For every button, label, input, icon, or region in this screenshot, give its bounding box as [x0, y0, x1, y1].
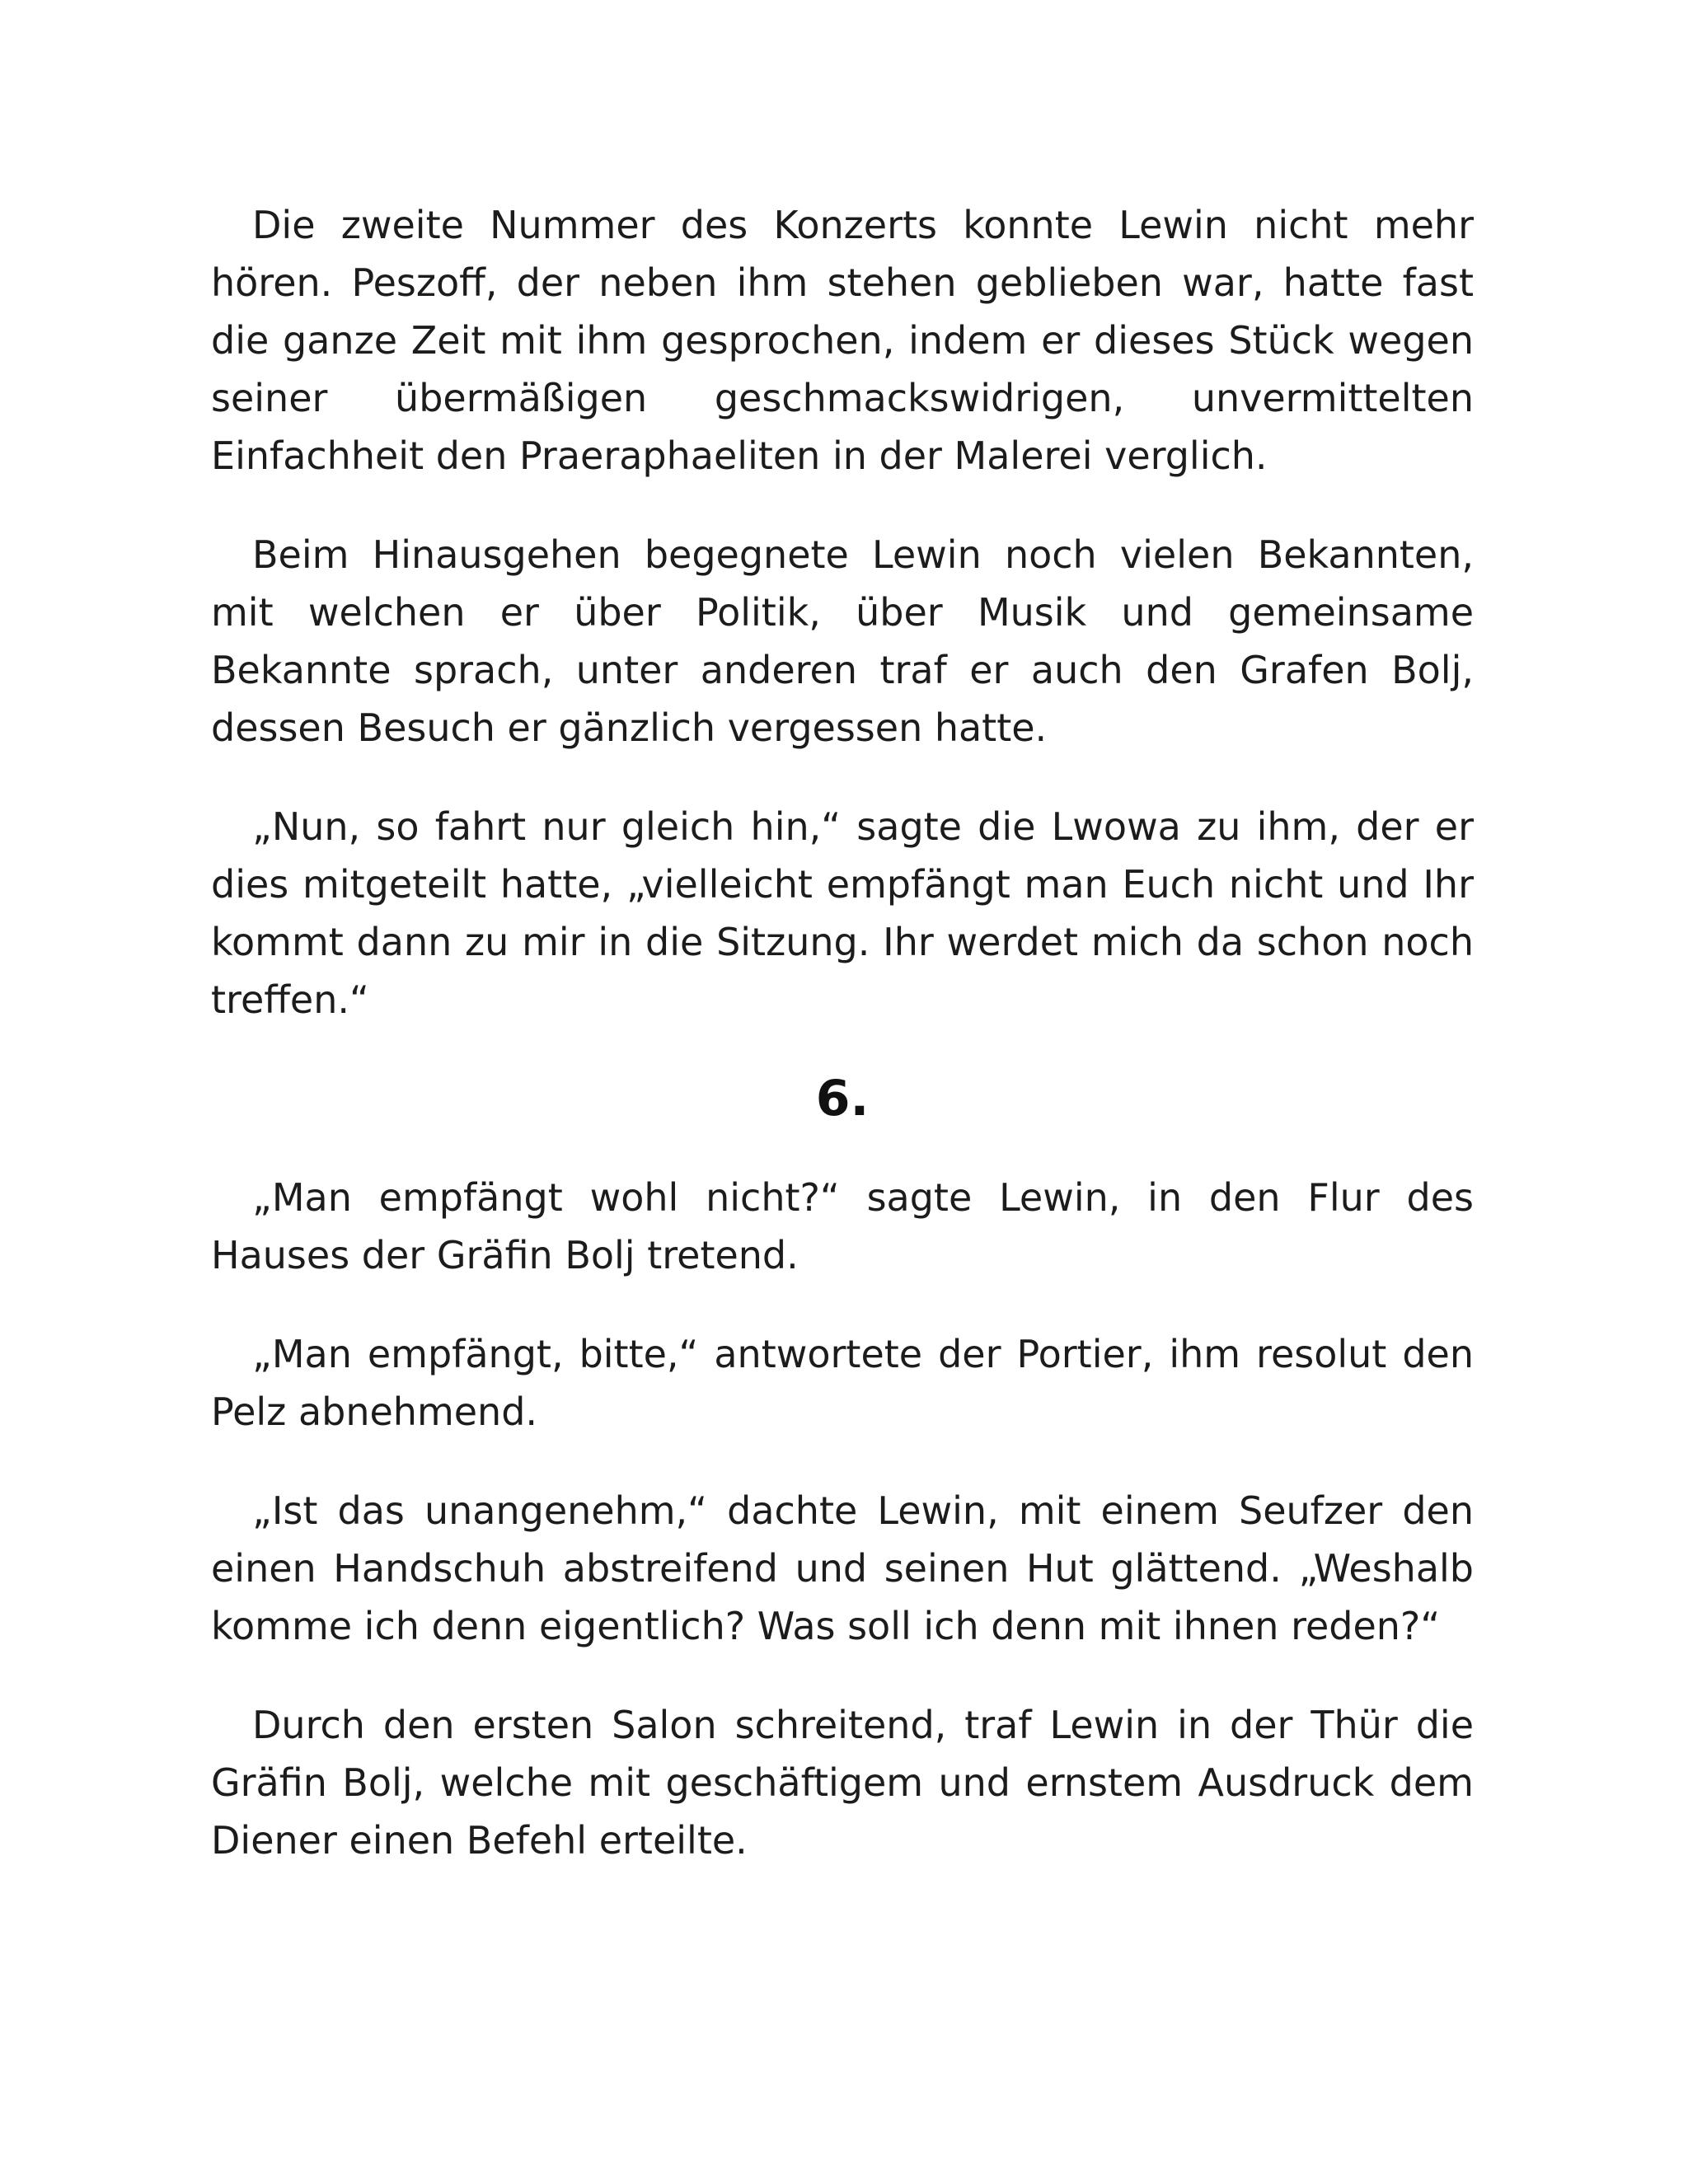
paragraph: Beim Hinausgehen begegnete Lewin noch vielen Bekannten, mit welchen er über Politik, über Musik und gemeinsame Bekannte sprach, unter anderen traf er auch den Grafen Bolj, dessen Besuch er gänzlich vergessen hatte. [211, 532, 1474, 750]
paragraph: Durch den ersten Salon schreitend, traf Lewin in der Thür die Gräfin Bolj, welche mit geschäftigem und ernstem Ausdruck dem Diener einen Befehl erteilte. [211, 1703, 1474, 1863]
paragraph-gap [211, 757, 1474, 798]
chapter-heading: 6. [815, 1070, 870, 1127]
paragraph: „Ist das unangenehm,“ dachte Lewin, mit einem Seufzer den einen Handschuh abstreifend und seinen Hut glättend. „Weshalb komme ich denn eigentlich? Was soll ich denn mit ihnen reden?“ [211, 1488, 1474, 1648]
paragraph-gap [211, 1029, 1474, 1070]
paragraph: „Man empfängt, bitte,“ antwortete der Portier, ihm resolut den Pelz abnehmend. [211, 1332, 1474, 1434]
paragraph: Die zweite Nummer des Konzerts konnte Lewin nicht mehr hören. Peszoff, der neben ihm stehen geblieben war, hatte fast die ganze Zeit mit ihm gesprochen, indem er dieses Stück wegen seiner übermäßigen geschmackswidrigen, unvermittelten Einfachheit den Praeraphaeliten in der Malerei verglich. [211, 203, 1474, 478]
paragraph: „Man empfängt wohl nicht?“ sagte Lewin, in den Flur des Hauses der Gräfin Bolj tretend. [211, 1175, 1474, 1277]
page-text [211, 196, 1474, 1869]
paragraph: „Nun, so fahrt nur gleich hin,“ sagte die Lwowa zu ihm, der er dies mitgeteilt hatte, „vielleicht empfängt man Euch nicht und Ihr kommt dann zu mir in die Sitzung. Ihr werdet mich da schon noch treffen.“ [211, 804, 1474, 1022]
paragraph-gap [211, 1441, 1474, 1482]
paragraph-gap [211, 1127, 1474, 1169]
paragraph-gap [211, 1655, 1474, 1696]
paragraph-gap [211, 485, 1474, 526]
paragraph-gap [211, 1284, 1474, 1325]
